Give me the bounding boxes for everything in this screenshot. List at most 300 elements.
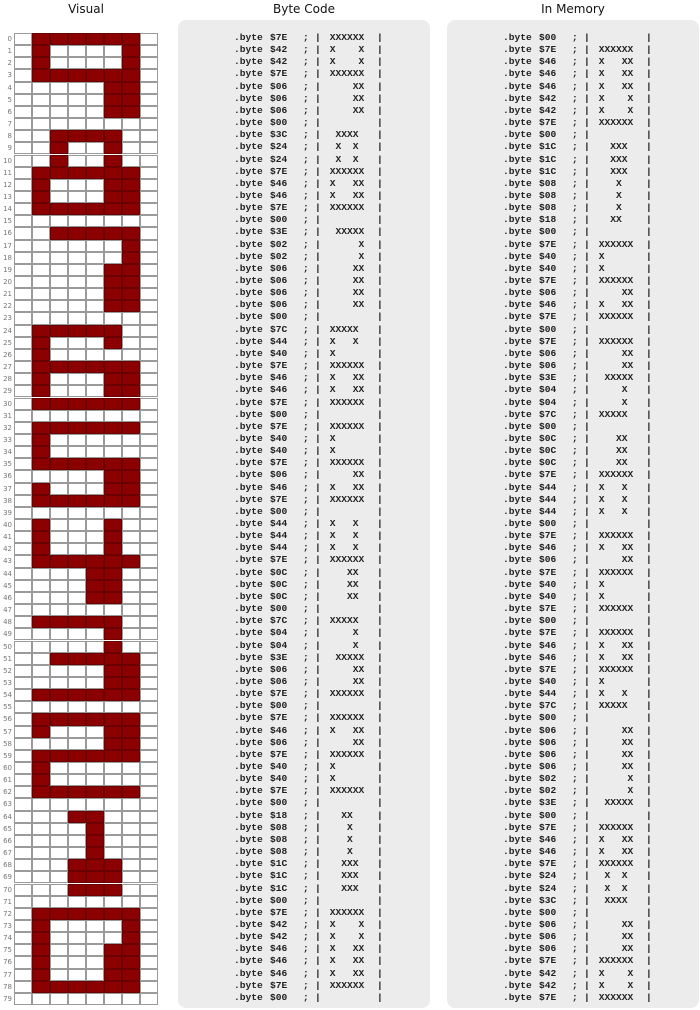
pixel-off — [104, 252, 122, 264]
comment-marker: ; — [303, 335, 309, 347]
pixel-off — [122, 215, 140, 227]
pattern-left-bar: | — [584, 505, 590, 517]
pattern-left-bar: | — [584, 991, 590, 1003]
pixel-off — [86, 446, 104, 458]
bit-pattern: XXXXXX — [593, 275, 640, 286]
pixel-off — [50, 726, 68, 738]
byte-code-line — [178, 190, 430, 202]
pattern-right-bar: | — [646, 457, 652, 469]
pixel-off — [122, 434, 140, 446]
memory-line — [447, 178, 699, 190]
pixel-off — [14, 859, 32, 871]
pattern-right-bar: | — [646, 420, 652, 432]
pixel-off — [50, 179, 68, 191]
pixel-on — [104, 956, 122, 968]
hex-value: $00 — [539, 906, 557, 918]
bit-pattern: X X — [324, 530, 371, 542]
bit-pattern: XX — [593, 554, 640, 566]
memory-line — [447, 773, 699, 785]
hex-value: $06 — [539, 554, 557, 566]
pixel-off — [14, 592, 32, 604]
row-number: 77 — [3, 970, 12, 979]
bit-pattern — [593, 324, 639, 336]
pixel-off — [140, 944, 158, 956]
memory-line — [447, 700, 699, 712]
pixel-on — [122, 94, 140, 106]
byte-directive: .byte — [503, 688, 532, 700]
byte-code-line — [178, 737, 430, 749]
hex-value: $7E — [539, 530, 557, 542]
row-number: 22 — [3, 302, 12, 311]
pixel-on — [86, 653, 104, 665]
pattern-right-bar: | — [377, 165, 383, 177]
pixel-off — [122, 543, 140, 555]
pixel-off — [68, 57, 86, 69]
pixel-off — [14, 969, 32, 981]
pattern-right-bar: | — [377, 104, 383, 116]
hex-value: $06 — [539, 724, 557, 736]
pattern-right-bar: | — [377, 92, 383, 104]
pattern-left-bar: | — [315, 117, 321, 129]
row-number: 37 — [3, 484, 12, 493]
comment-marker: ; — [303, 347, 309, 359]
pixel-off — [140, 106, 158, 118]
comment-marker: ; — [572, 287, 578, 299]
hex-value: $0C — [539, 432, 557, 444]
pattern-left-bar: | — [584, 627, 590, 639]
pixel-off — [140, 155, 158, 167]
pattern-left-bar: | — [315, 797, 321, 809]
pixel-off — [14, 750, 32, 762]
pixel-on — [50, 398, 68, 410]
byte-code-line — [178, 834, 430, 846]
memory-line — [447, 494, 699, 506]
pixel-on — [68, 227, 86, 239]
hex-value: $7E — [539, 117, 557, 129]
pixel-off — [32, 604, 50, 616]
pixel-off — [140, 835, 158, 847]
byte-directive: .byte — [503, 469, 532, 481]
pixel-off — [86, 701, 104, 713]
bit-pattern: XXXXXX — [593, 627, 640, 639]
byte-directive: .byte — [503, 821, 532, 833]
pixel-on — [68, 786, 86, 798]
row-number: 13 — [3, 192, 12, 201]
memory-line — [447, 141, 699, 153]
pixel-off — [50, 118, 68, 130]
hex-value: $7E — [539, 469, 557, 481]
pixel-off — [14, 641, 32, 653]
pattern-right-bar: | — [377, 250, 383, 262]
pixel-off — [32, 628, 50, 640]
pixel-off — [50, 956, 68, 968]
bit-pattern — [324, 700, 370, 712]
memory-line — [447, 154, 699, 166]
hex-value: $3E — [270, 651, 288, 663]
pixel-off — [14, 762, 32, 774]
row-number: 54 — [3, 691, 12, 700]
pattern-right-bar: | — [377, 846, 383, 858]
pixel-off — [50, 920, 68, 932]
byte-directive: .byte — [503, 578, 532, 590]
pixel-off — [14, 203, 32, 215]
pixel-on — [104, 179, 122, 191]
byte-directive: .byte — [234, 347, 263, 359]
pixel-off — [86, 507, 104, 519]
hex-value: $08 — [270, 821, 288, 833]
hex-value: $06 — [270, 104, 288, 116]
pixel-off — [122, 871, 140, 883]
pixel-off — [140, 422, 158, 434]
pixel-off — [32, 653, 50, 665]
pattern-left-bar: | — [315, 189, 321, 201]
byte-directive: .byte — [234, 821, 263, 833]
pixel-on — [122, 191, 140, 203]
pixel-off — [50, 300, 68, 312]
pattern-left-bar: | — [584, 335, 590, 347]
pixel-on — [32, 179, 50, 191]
bit-pattern: X X — [593, 481, 640, 493]
hex-value: $06 — [539, 287, 557, 299]
bit-pattern: XXX — [593, 141, 640, 153]
pattern-right-bar: | — [377, 675, 383, 687]
byte-code-line — [178, 178, 430, 190]
pattern-right-bar: | — [646, 299, 652, 311]
comment-marker: ; — [303, 809, 309, 821]
pattern-right-bar: | — [377, 335, 383, 347]
pattern-right-bar: | — [377, 141, 383, 153]
row-number: 41 — [3, 533, 12, 542]
pixel-on — [104, 470, 122, 482]
byte-directive: .byte — [234, 311, 263, 323]
row-number: 68 — [3, 861, 12, 870]
bit-pattern — [324, 311, 370, 323]
pixel-off — [68, 300, 86, 312]
memory-line — [447, 822, 699, 834]
pixel-off — [68, 45, 86, 57]
pixel-on — [104, 337, 122, 349]
memory-line — [447, 68, 699, 80]
pixel-off — [68, 264, 86, 276]
pixel-on — [68, 811, 86, 823]
pixel-on — [122, 240, 140, 252]
bit-pattern: X X — [324, 44, 371, 56]
pixel-off — [68, 762, 86, 774]
pixel-off — [140, 410, 158, 422]
hex-value: $00 — [270, 214, 288, 226]
pattern-left-bar: | — [315, 44, 321, 56]
bit-pattern: XX — [324, 736, 371, 748]
pattern-left-bar: | — [315, 821, 321, 833]
bit-pattern: X — [324, 445, 371, 457]
pixel-off — [68, 337, 86, 349]
bit-pattern: X X — [324, 56, 371, 68]
pixel-off — [122, 628, 140, 640]
comment-marker: ; — [303, 153, 309, 165]
pixel-off — [104, 507, 122, 519]
pixel-off — [140, 896, 158, 908]
memory-line — [447, 56, 699, 68]
pattern-right-bar: | — [377, 663, 383, 675]
comment-marker: ; — [303, 117, 309, 129]
pixel-on — [104, 568, 122, 580]
pixel-off — [122, 847, 140, 859]
pattern-left-bar: | — [584, 238, 590, 250]
bit-pattern: XX — [324, 590, 371, 602]
pattern-left-bar: | — [315, 931, 321, 943]
pattern-left-bar: | — [584, 311, 590, 323]
pattern-left-bar: | — [315, 991, 321, 1003]
memory-line — [447, 93, 699, 105]
pattern-left-bar: | — [584, 396, 590, 408]
bit-pattern: X XX — [324, 384, 371, 396]
pixel-off — [140, 483, 158, 495]
byte-code-line — [178, 81, 430, 93]
comment-marker: ; — [303, 493, 309, 505]
comment-marker: ; — [303, 469, 309, 481]
pixel-on — [32, 531, 50, 543]
pixel-on — [104, 142, 122, 154]
byte-directive: .byte — [503, 481, 532, 493]
pixel-off — [122, 118, 140, 130]
pixel-off — [32, 580, 50, 592]
hex-value: $46 — [270, 481, 288, 493]
pattern-right-bar: | — [646, 238, 652, 250]
byte-code-line — [178, 44, 430, 56]
pixel-off — [14, 167, 32, 179]
pixel-off — [86, 483, 104, 495]
pixel-off — [122, 568, 140, 580]
pixel-off — [14, 361, 32, 373]
pattern-right-bar: | — [646, 505, 652, 517]
pixel-off — [14, 920, 32, 932]
pixel-on — [104, 871, 122, 883]
pixel-off — [50, 82, 68, 94]
pixel-off — [104, 896, 122, 908]
byte-directive: .byte — [234, 943, 263, 955]
bit-pattern: XXXXXX — [593, 858, 640, 870]
comment-marker: ; — [303, 882, 309, 894]
bit-pattern — [593, 518, 639, 530]
bit-pattern: XXXXXX — [593, 117, 640, 129]
comment-marker: ; — [572, 372, 578, 384]
pixel-off — [32, 993, 50, 1005]
hex-value: $00 — [539, 420, 557, 432]
pixel-on — [50, 422, 68, 434]
byte-directive: .byte — [503, 505, 532, 517]
hex-value: $46 — [270, 189, 288, 201]
pattern-right-bar: | — [646, 590, 652, 602]
comment-marker: ; — [572, 566, 578, 578]
pixel-on — [104, 653, 122, 665]
hex-value: $7E — [270, 32, 288, 43]
bit-pattern: XXXXX — [324, 226, 371, 238]
row-number: 34 — [3, 448, 12, 457]
pixel-off — [122, 798, 140, 810]
pattern-left-bar: | — [315, 68, 321, 80]
pixel-on — [32, 337, 50, 349]
bit-pattern: X X — [324, 335, 371, 347]
byte-directive: .byte — [503, 68, 532, 80]
pixel-off — [86, 252, 104, 264]
pattern-left-bar: | — [584, 736, 590, 748]
pattern-right-bar: | — [377, 785, 383, 797]
byte-directive: .byte — [234, 80, 263, 92]
pixel-on — [104, 94, 122, 106]
bit-pattern: XXX — [324, 870, 371, 882]
pattern-right-bar: | — [377, 275, 383, 286]
row-number: 24 — [3, 326, 12, 335]
hex-value: $7E — [270, 165, 288, 177]
pixel-off — [50, 215, 68, 227]
pattern-right-bar: | — [377, 287, 383, 299]
pixel-off — [86, 896, 104, 908]
pattern-left-bar: | — [584, 68, 590, 80]
pixel-on — [122, 738, 140, 750]
bit-pattern — [324, 506, 370, 518]
byte-directive: .byte — [234, 870, 263, 882]
pixel-off — [68, 142, 86, 154]
pixel-off — [86, 300, 104, 312]
memory-line — [447, 712, 699, 724]
pixel-off — [140, 604, 158, 616]
pixel-off — [86, 677, 104, 689]
pixel-off — [14, 956, 32, 968]
hex-value: $42 — [270, 918, 288, 930]
pixel-off — [14, 398, 32, 410]
memory-line — [447, 955, 699, 967]
byte-directive: .byte — [234, 590, 263, 602]
row-number: 42 — [3, 545, 12, 554]
pixel-off — [32, 276, 50, 288]
pattern-left-bar: | — [315, 177, 321, 189]
memory-line — [447, 311, 699, 323]
pixel-off — [86, 920, 104, 932]
pixel-off — [140, 555, 158, 567]
comment-marker: ; — [572, 955, 578, 967]
pixel-off — [68, 470, 86, 482]
pattern-left-bar: | — [584, 931, 590, 943]
pixel-off — [122, 859, 140, 871]
pixel-off — [140, 495, 158, 507]
pixel-off — [140, 628, 158, 640]
bit-pattern — [324, 409, 370, 421]
pixel-off — [86, 240, 104, 252]
pattern-right-bar: | — [377, 736, 383, 748]
pixel-off — [14, 568, 32, 580]
bit-pattern: X XX — [593, 299, 640, 311]
comment-marker: ; — [572, 323, 578, 335]
pixel-off — [50, 604, 68, 616]
hex-value: $08 — [539, 202, 557, 214]
pixel-off — [14, 944, 32, 956]
pattern-left-bar: | — [315, 92, 321, 104]
pixel-off — [122, 337, 140, 349]
pixel-off — [140, 616, 158, 628]
comment-marker: ; — [303, 967, 309, 979]
pixel-on — [104, 361, 122, 373]
byte-directive: .byte — [503, 566, 532, 578]
bit-pattern: XXX — [593, 153, 640, 165]
bit-pattern: XXXXXX — [324, 457, 371, 469]
pattern-left-bar: | — [584, 32, 590, 43]
pixel-off — [140, 665, 158, 677]
pattern-left-bar: | — [315, 663, 321, 675]
pixel-on — [122, 398, 140, 410]
hex-value: $44 — [539, 505, 557, 517]
bit-pattern: X — [593, 189, 640, 201]
pattern-left-bar: | — [584, 56, 590, 68]
comment-marker: ; — [303, 846, 309, 858]
pattern-right-bar: | — [646, 846, 652, 858]
comment-marker: ; — [303, 420, 309, 432]
comment-marker: ; — [303, 870, 309, 882]
hex-value: $00 — [539, 712, 557, 724]
pixel-on — [104, 555, 122, 567]
pixel-on — [86, 823, 104, 835]
pattern-right-bar: | — [646, 761, 652, 772]
row-number: 43 — [3, 557, 12, 566]
comment-marker: ; — [303, 590, 309, 602]
row-number: 61 — [3, 776, 12, 785]
pixel-off — [140, 82, 158, 94]
pattern-left-bar: | — [584, 700, 590, 712]
pixel-off — [86, 57, 104, 69]
byte-code-line — [178, 943, 430, 955]
byte-directive: .byte — [503, 858, 532, 870]
pattern-right-bar: | — [377, 384, 383, 396]
comment-marker: ; — [572, 56, 578, 68]
row-number: 12 — [3, 180, 12, 189]
pixel-off — [32, 470, 50, 482]
pattern-left-bar: | — [315, 56, 321, 68]
pixel-off — [14, 495, 32, 507]
memory-line — [447, 384, 699, 396]
pixel-off — [32, 507, 50, 519]
memory-line — [447, 433, 699, 445]
pixel-on — [32, 361, 50, 373]
pixel-off — [140, 252, 158, 264]
pixel-off — [122, 349, 140, 361]
comment-marker: ; — [303, 408, 309, 420]
pixel-on — [32, 726, 50, 738]
pixel-off — [140, 33, 158, 45]
pixel-off — [14, 483, 32, 495]
pixel-on — [32, 33, 50, 45]
comment-marker: ; — [303, 639, 309, 651]
pattern-left-bar: | — [584, 615, 590, 627]
bit-pattern: X — [324, 833, 371, 845]
pixel-off — [14, 580, 32, 592]
byte-directive: .byte — [503, 615, 532, 627]
byte-directive: .byte — [234, 615, 263, 627]
byte-directive: .byte — [234, 639, 263, 651]
byte-directive: .byte — [503, 785, 532, 797]
pixel-on — [122, 969, 140, 981]
bit-pattern: XXXXXX — [593, 663, 640, 675]
pixel-off — [140, 337, 158, 349]
comment-marker: ; — [572, 530, 578, 542]
comment-marker: ; — [572, 578, 578, 590]
pattern-left-bar: | — [584, 299, 590, 311]
bit-pattern: X X — [324, 141, 371, 153]
byte-directive: .byte — [234, 858, 263, 870]
pixel-off — [50, 738, 68, 750]
pattern-right-bar: | — [377, 858, 383, 870]
byte-code-line — [178, 287, 430, 299]
pattern-left-bar: | — [315, 675, 321, 687]
pattern-left-bar: | — [584, 481, 590, 493]
